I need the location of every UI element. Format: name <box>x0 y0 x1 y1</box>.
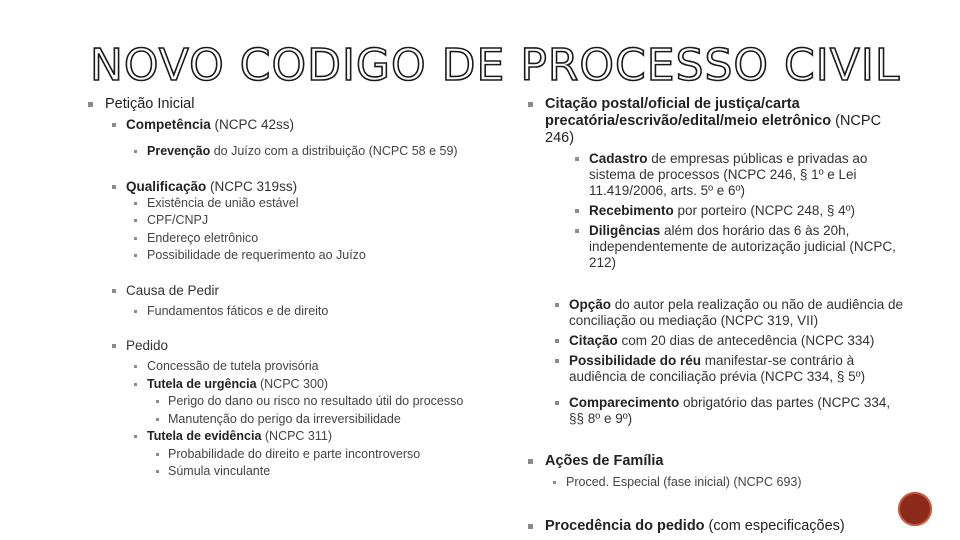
list-item-prevencao <box>134 143 508 161</box>
prevencao-bold: Prevenção <box>147 144 211 158</box>
procedencia-bold: Procedência do pedido <box>545 517 705 534</box>
list-item-pedido <box>112 338 508 481</box>
list-item: Concessão de tutela provisória <box>134 358 508 376</box>
qualificacao-bold: Qualificação <box>126 178 207 194</box>
list-item-qualificacao <box>112 179 508 265</box>
list-item-acoes <box>528 453 908 492</box>
list-item: Probabilidade do direito e parte incontroverso <box>156 446 508 464</box>
slide-number-badge-icon <box>898 492 932 526</box>
list-item-recebimento <box>575 203 908 219</box>
cadastro-bold: Cadastro <box>589 151 648 166</box>
list-item-diligencias <box>575 223 908 271</box>
list-item: Perigo do dano ou risco no resultado útil do processo <box>156 393 508 411</box>
recebimento-text: por porteiro (NCPC 248, § 4º) <box>673 203 856 218</box>
evidencia-ref: (NCPC 311) <box>261 429 333 443</box>
qualificacao-ref: (NCPC 319ss) <box>206 178 298 194</box>
acoes-label: Ações de Família <box>545 453 664 469</box>
diligencias-text: além dos horário das 6 às 20h, independentemente de autorização judicial (NCPC, 212) <box>589 223 896 270</box>
opcao-text: do autor pela realização ou não de audiência de conciliação ou mediação (NCPC 319, VII) <box>569 297 903 328</box>
right-column <box>528 96 908 535</box>
list-item: CPF/CNPJ <box>134 212 508 230</box>
competencia-ref: (NCPC 42ss) <box>210 117 295 132</box>
list-item-cadastro <box>575 151 908 199</box>
citacao-ref: (NCPC 246) <box>545 113 882 146</box>
urgencia-ref: (NCPC 300) <box>256 376 329 391</box>
list-item-urgencia <box>134 376 508 429</box>
diligencias-bold: Diligências <box>589 223 661 238</box>
left-column <box>88 96 508 481</box>
list-item: Possibilidade de requerimento ao Juízo <box>134 247 508 265</box>
urgencia-bold: Tutela de urgência <box>147 376 257 391</box>
possibilidade-text: manifestar-se contrário à audiência de conciliação prévia (NCPC 334, § 5º) <box>569 353 866 384</box>
competencia-bold: Competência <box>126 117 211 132</box>
list-item: Existência de união estável <box>134 195 508 213</box>
list-item: Fundamentos fáticos e de direito <box>134 303 508 321</box>
prevencao-text: do Juízo com a distribuição (NCPC 58 e 59) <box>210 144 458 158</box>
comparecimento-bold: Comparecimento <box>569 395 680 410</box>
list-item-opcao <box>555 297 908 329</box>
list-item: Manutenção do perigo da irreversibilidade <box>156 411 508 429</box>
list-item-possibilidade <box>555 353 908 385</box>
list-item: Proced. Especial (fase inicial) (NCPC 693) <box>553 474 908 492</box>
opcao-bold: Opção <box>569 297 612 312</box>
evidencia-bold: Tutela de evidência <box>147 429 262 443</box>
peticao-label: Petição Inicial <box>105 96 195 112</box>
pedido-label: Pedido <box>126 338 169 353</box>
list-item-competencia <box>112 117 508 161</box>
possibilidade-bold: Possibilidade do réu <box>569 353 702 368</box>
recebimento-bold: Recebimento <box>589 203 674 218</box>
list-item-evidencia <box>134 428 508 481</box>
comparecimento-text: obrigatório das partes (NCPC 334, §§ 8º e 9º) <box>569 395 891 426</box>
list-item-peticao <box>88 96 508 481</box>
cadastro-text: de empresas públicas e privadas ao sistema de processos (NCPC 246, § 1º e Lei 11.419/2006, arts. 5º e 6º) <box>589 151 868 198</box>
list-item-citacao <box>528 96 908 427</box>
procedencia-text: (com especificações) <box>704 517 845 534</box>
list-item-comparecimento <box>555 395 908 427</box>
citacao2-bold: Citação <box>569 333 618 348</box>
list-item-procedencia <box>528 518 908 535</box>
list-item-citacao2 <box>555 333 908 349</box>
list-item: Súmula vinculante <box>156 463 508 481</box>
citacao2-text: com 20 dias de antecedência (NCPC 334) <box>617 333 875 348</box>
causa-label: Causa de Pedir <box>126 282 220 298</box>
citacao-bold: Citação postal/oficial de justiça/carta precatória/escrivão/edital/meio eletrônico <box>545 96 832 129</box>
list-item-causa <box>112 283 508 321</box>
slide-title: NOVO CODIGO DE PROCESSO CIVIL <box>90 40 901 91</box>
list-item: Endereço eletrônico <box>134 230 508 248</box>
